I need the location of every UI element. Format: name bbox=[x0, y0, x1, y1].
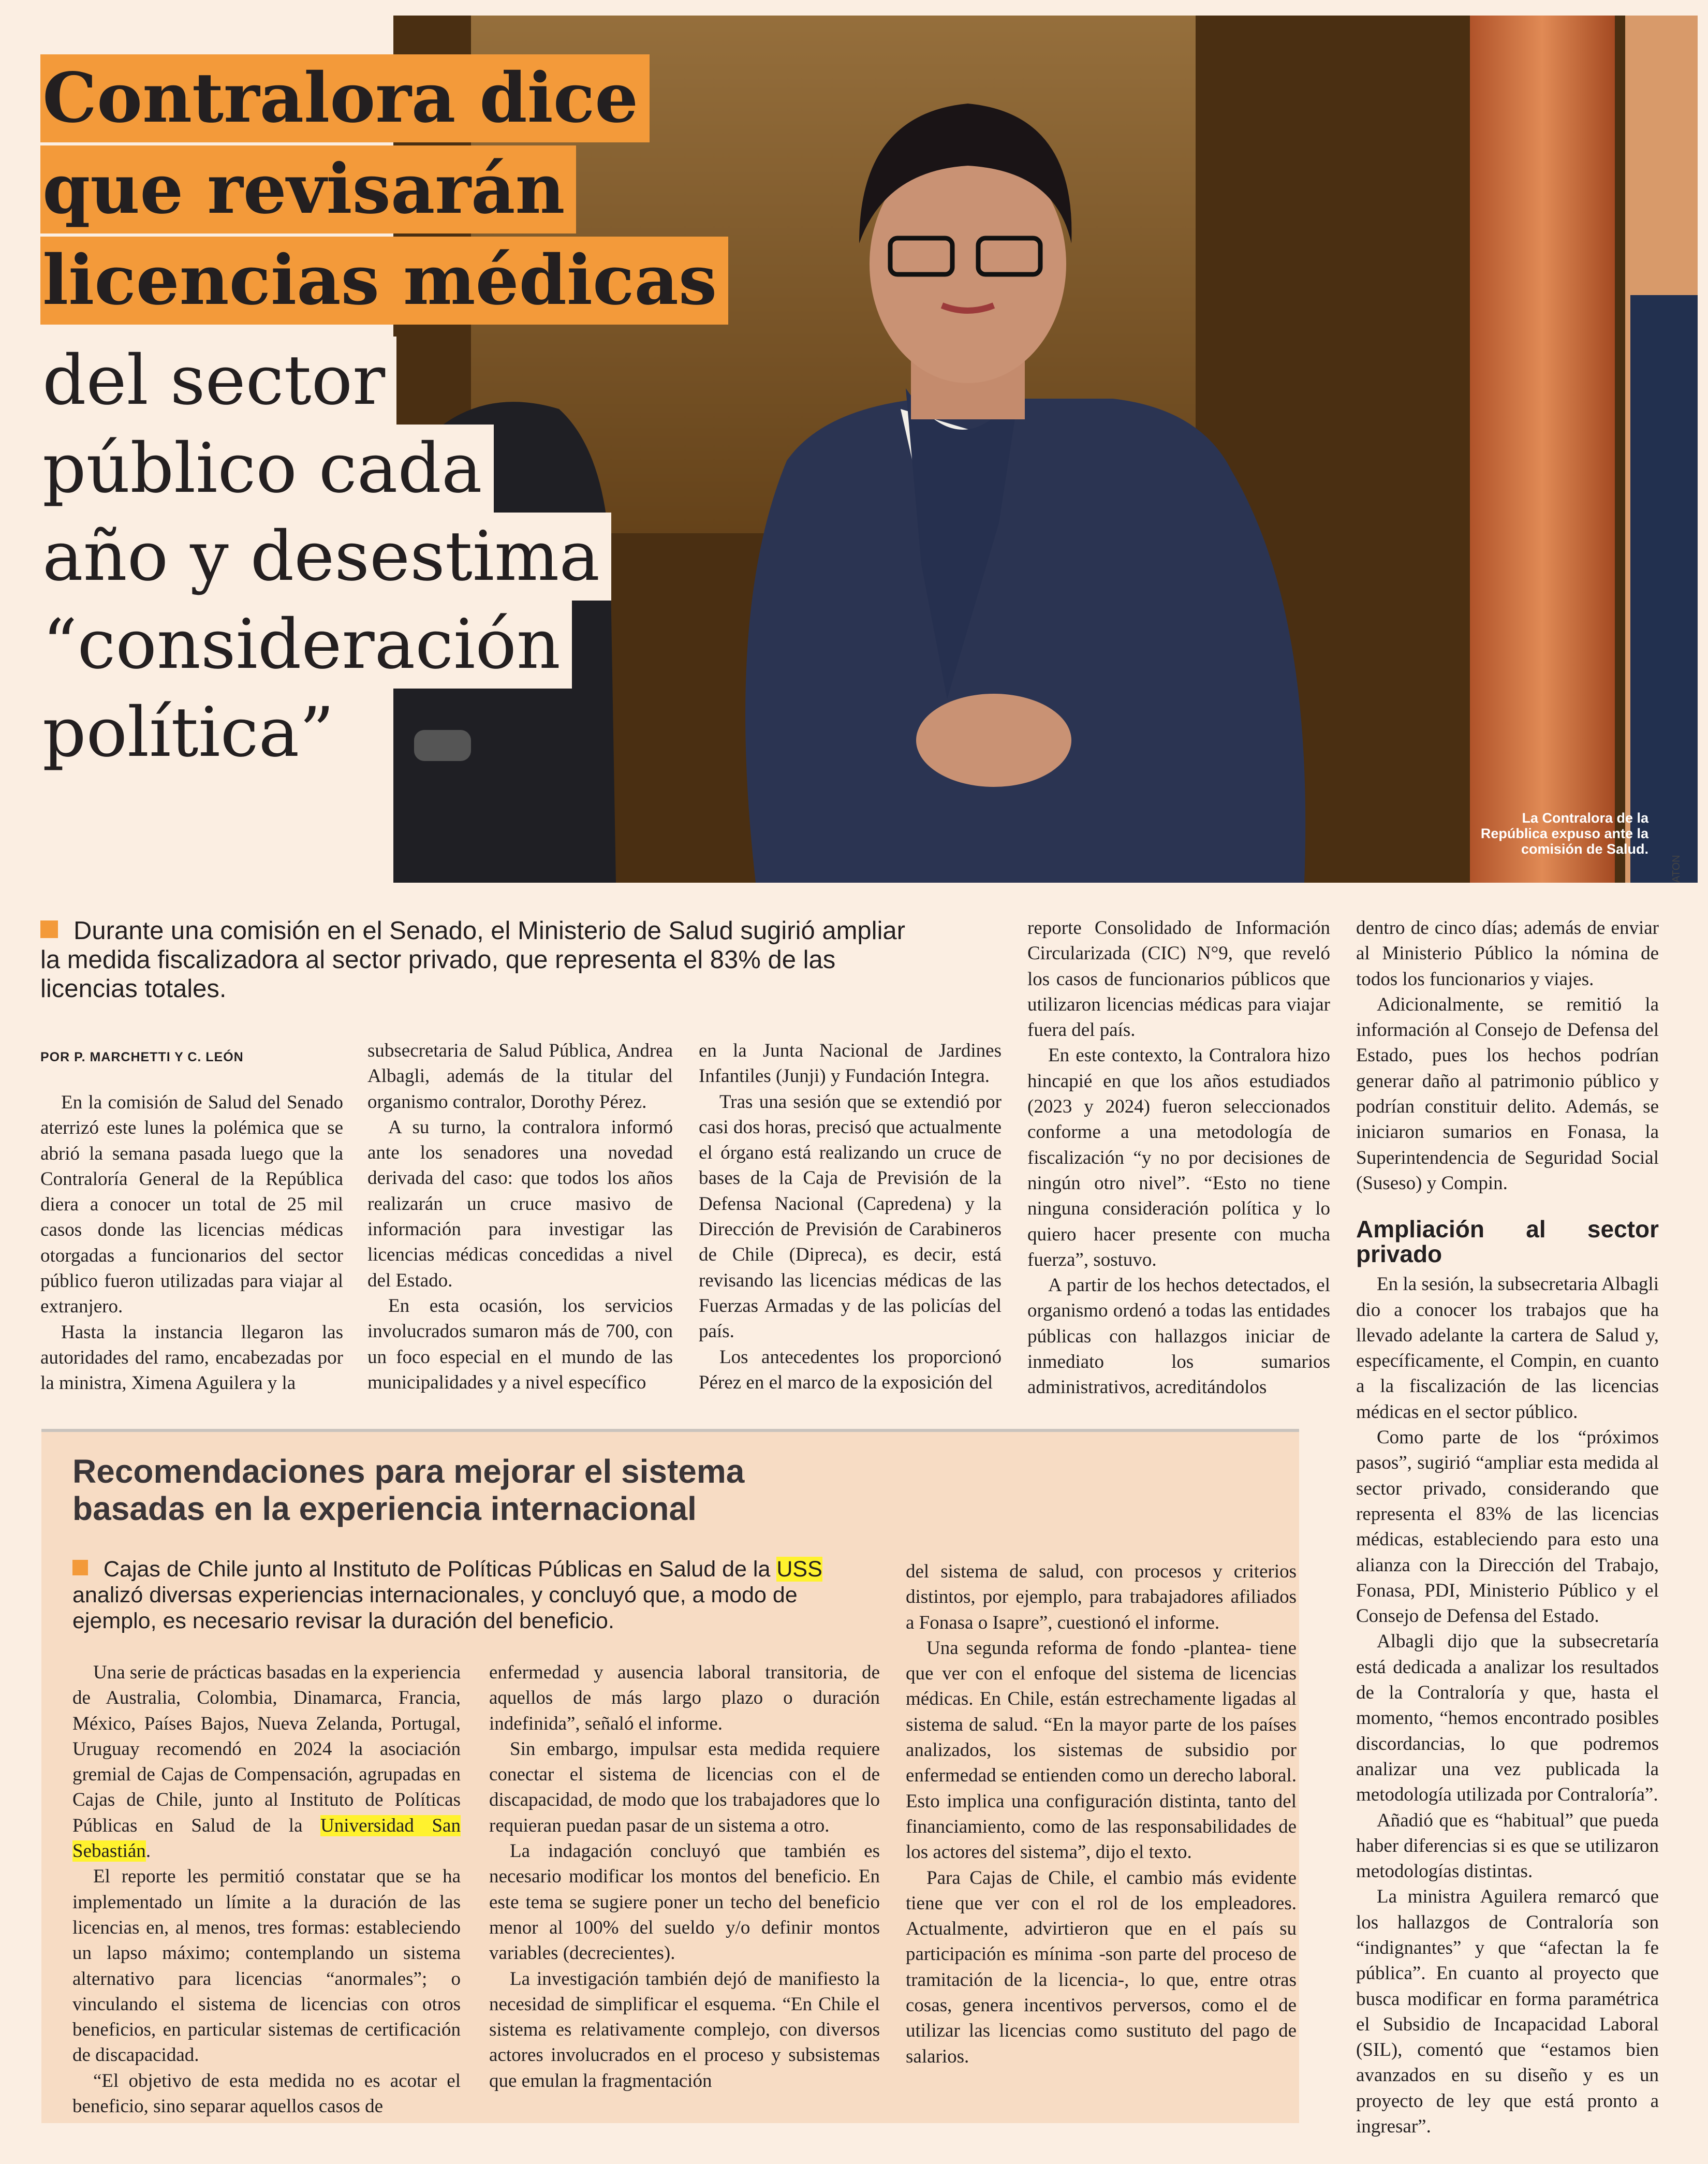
subhead: Ampliación al sector privado bbox=[1356, 1216, 1659, 1268]
article-column-1 bbox=[40, 1090, 343, 1396]
article-column-5 bbox=[1356, 915, 1659, 2139]
highlighted-text: USS bbox=[776, 1557, 822, 1582]
highlighted-text: Universidad San Sebastián bbox=[72, 1815, 461, 1862]
headline-line: público cada bbox=[40, 425, 494, 513]
bullet-square-icon bbox=[72, 1560, 88, 1575]
box-title bbox=[72, 1453, 744, 1527]
byline: POR P. MARCHETTI Y C. LEÓN bbox=[40, 1050, 244, 1064]
lead-text: Durante una comisión en el Senado, el Ministerio de Salud sugirió ampliar la medida fiscalizadora al sector privado, que representa el 83% de las licencias totales. bbox=[40, 917, 905, 1003]
paragraph: del sistema de salud, con procesos y criterios distintos, por ejemplo, para trabajadores afiliados a Fonasa o Isapre”, cuestionó el informe. bbox=[906, 1561, 1297, 1633]
paragraph: reporte Consolidado de Información Circularizada (CIC) N°9, que reveló los casos de funcionarios públicos que utilizaron licencias médicas para viajar fuera del país. bbox=[1027, 917, 1330, 1041]
paragraph bbox=[72, 1660, 461, 1864]
box-column-2 bbox=[489, 1660, 880, 2094]
headline-line: política” bbox=[40, 689, 346, 777]
paragraph: En esta ocasión, los servicios involucrados sumaron más de 700, con un foco especial en el mundo de las municipalidades y a nivel específico bbox=[367, 1295, 673, 1393]
paragraph-text: Una serie de prácticas basadas en la experiencia de Australia, Colombia, Dinamarca, Francia, México, Países Bajos, Nueva Zelanda, Portugal, Uruguay recomendó en 2024 la asociación gremial de Cajas de Compensación, agrupadas en Cajas de Chile, junto al Instituto de Políticas Públicas en Salud de la bbox=[72, 1662, 461, 1836]
paragraph: A partir de los hechos detectados, el organismo ordenó a todas las entidades públicas con hallazgos iniciar de inmediato los sumarios administrativos, acreditándolos bbox=[1027, 1275, 1330, 1398]
box-title-line: Recomendaciones para mejorar el sistema bbox=[72, 1453, 745, 1490]
paragraph: En la comisión de Salud del Senado aterrizó este lunes la polémica que se abrió la semana pasada luego que la Contraloría General de la República diera a conocer un total de 25 mil casos donde las licencias médicas otorgadas a funcionarios del sector público fueron utilizadas para viajar al extranjero. bbox=[40, 1092, 343, 1318]
paragraph: Albagli dijo que la subsecretaría está dedicada a analizar los resultados de la Contraloría y que, hasta el momento, “hemos encontrado posibles discordancias, lo que podremos analizar una vez publicada la metodología utilizada por Contraloría”. bbox=[1356, 1631, 1659, 1806]
paragraph: Como parte de los “próximos pasos”, sugirió “ampliar esta medida al sector privado, considerando que representa el 83% de las licencias médicas, estableciendo para esto una alianza con la Dirección del Trabajo, Fonasa, PDI, Ministerio Público y el Consejo de Defensa del Estado. bbox=[1356, 1427, 1659, 1627]
headline-line: Contralora dice bbox=[40, 54, 650, 142]
paragraph: El reporte les permitió constatar que se ha implementado un límite a la duración de las licencias en, al menos, tres formas: estableciendo un lapso máximo; contemplando un sistema alternativo para licencias “anormales”; o vinculando el sistema de licencias con otros beneficios, en particular sistemas de certificación de discapacidad. bbox=[72, 1866, 461, 2066]
headline-line: del sector bbox=[40, 337, 396, 425]
article-column-3 bbox=[699, 1038, 1002, 1395]
paragraph: Para Cajas de Chile, el cambio más evidente tiene que ver con el rol de los empleadores. Actualmente, advirtieron que en el país su participación es mínima -son parte del proceso de tramitación de la licencia-, lo que, entre otras cosas, genera incentivos perversos, como el de utilizar las licencias como sustituto del pago de salarios. bbox=[906, 1867, 1297, 2067]
box-lead bbox=[72, 1556, 880, 1634]
paragraph: En este contexto, la Contralora hizo hincapié en que los años estudiados (2023 y 2024) fueron seleccionados conforme a una metodología de fiscalización “y no por decisiones de ningún otro nivel”. “Esto no tiene ninguna consideración política y lo quiero hacer presente con mucha fuerza”, sostuvo. bbox=[1027, 1045, 1330, 1270]
paragraph-text: . bbox=[145, 1840, 151, 1862]
paragraph: Adicionalmente, se remitió la información al Consejo de Defensa del Estado, pues los hechos podrían generar daño al patrimonio público y podrían constituir delito. Además, se iniciaron sumarios en Fonasa, la Superintendencia de Seguridad Social (Suseso) y Compin. bbox=[1356, 993, 1659, 1194]
box-column-3 bbox=[906, 1559, 1297, 2069]
headline-regular bbox=[40, 337, 611, 777]
box-lead-text: Cajas de Chile junto al Instituto de Políticas Públicas en Salud de la bbox=[104, 1557, 777, 1582]
paragraph: La investigación también dejó de manifiesto la necesidad de simplificar el esquema. “En Chile el sistema es relativamente complejo, con diversos actores involucrados en el proceso y subsistemas que emulan la fragmentación bbox=[489, 1968, 880, 2092]
box-title-line: basadas en la experiencia internacional bbox=[72, 1490, 697, 1527]
box-column-1 bbox=[72, 1660, 461, 2119]
photo-caption bbox=[1379, 810, 1648, 857]
box-lead-text: analizó diversas experiencias internacionales, y concluyó que, a modo de ejemplo, es necesario revisar la duración del beneficio. bbox=[72, 1583, 798, 1633]
article-column-2 bbox=[367, 1038, 673, 1395]
headline-line: año y desestima bbox=[40, 513, 611, 601]
article-column-4 bbox=[1027, 915, 1330, 1400]
bullet-square-icon bbox=[40, 920, 58, 938]
paragraph: A su turno, la contralora informó ante los senadores una novedad derivada del caso: que todos los años realizarán un cruce masivo de información para investigar las licencias médicas concedidas a nivel del Estado. bbox=[367, 1116, 673, 1291]
paragraph: “El objetivo de esta medida no es acotar el beneficio, sino separar aquellos casos de bbox=[72, 2070, 461, 2117]
caption-line: comisión de Salud. bbox=[1521, 841, 1648, 857]
paragraph: Una segunda reforma de fondo -plantea- tiene que ver con el enfoque del sistema de licencias médicas. En Chile, están estrechamente ligadas al sistema de salud. “En la mayor parte de los países analizados, los sistemas de subsidio por enfermedad se entienden como un derecho laboral. Esto implica una configuración distinta, tanto del financiamiento, como de las responsabilidades de los actores del sistema”, dijo el texto. bbox=[906, 1637, 1297, 1863]
headline-line: que revisarán bbox=[40, 145, 576, 233]
paragraph: La indagación concluyó que también es necesario modificar los montos del beneficio. En este tema se sugiere poner un techo del beneficio menor al 100% del sueldo y/o definir montos variables (decrecientes). bbox=[489, 1840, 880, 1964]
paragraph: Los antecedentes los proporcionó Pérez en el marco de la exposición del bbox=[699, 1346, 1002, 1393]
lead-paragraph bbox=[40, 916, 920, 1003]
paragraph: Tras una sesión que se extendió por casi dos horas, precisó que actualmente el órgano está realizando un cruce de bases de la Caja de Previsión de la Defensa Nacional (Capredena) y la Dirección de Previsión de Carabineros de Chile (Dipreca), es decir, está revisando las licencias médicas de las Fuerzas Armadas y de las policías del país. bbox=[699, 1091, 1002, 1342]
photo-credit: ATON bbox=[1671, 855, 1682, 883]
headline-highlighted bbox=[40, 54, 728, 328]
paragraph: subsecretaria de Salud Pública, Andrea Albagli, además de la titular del organismo contralor, Dorothy Pérez. bbox=[367, 1040, 673, 1113]
paragraph: enfermedad y ausencia laboral transitoria, de aquellos de más largo plazo o duración indefinida”, señaló el informe. bbox=[489, 1662, 880, 1734]
paragraph: dentro de cinco días; además de enviar al Ministerio Público la nómina de todos los funcionarios y viajes. bbox=[1356, 917, 1659, 990]
headline-line: “consideración bbox=[40, 601, 572, 689]
paragraph: en la Junta Nacional de Jardines Infantiles (Junji) y Fundación Integra. bbox=[699, 1040, 1002, 1087]
paragraph: La ministra Aguilera remarcó que los hallazgos de Contraloría son “indignantes” y que “afectan la fe pública”. En cuanto al proyecto que busca modificar en forma paramétrica el Subsidio de Incapacidad Laboral (SIL), comentó que “estamos bien avanzados en su diseño y es un proyecto de ley que está pronto a ingresar”. bbox=[1356, 1886, 1659, 2138]
paragraph: En la sesión, la subsecretaria Albagli dio a conocer los trabajos que ha llevado adelante la cartera de Salud y, específicamente, el Compin, en cuanto a la fiscalización de las licencias médicas en el sector público. bbox=[1356, 1274, 1659, 1423]
paragraph: Hasta la instancia llegaron las autoridades del ramo, encabezadas por la ministra, Ximena Aguilera y la bbox=[40, 1321, 343, 1394]
headline-line: licencias médicas bbox=[40, 237, 728, 325]
paragraph: Añadió que es “habitual” que pueda haber diferencias si es que se utilizaron metodologías distintas. bbox=[1356, 1809, 1659, 1882]
paragraph: Sin embargo, impulsar esta medida requiere conectar el sistema de licencias con el de discapacidad, de modo que los trabajadores que lo requieran puedan pasar de un sistema a otro. bbox=[489, 1738, 880, 1836]
caption-line: República expuso ante la bbox=[1480, 826, 1648, 841]
recommendations-box bbox=[41, 1429, 1299, 2123]
caption-line: La Contralora de la bbox=[1522, 810, 1648, 826]
